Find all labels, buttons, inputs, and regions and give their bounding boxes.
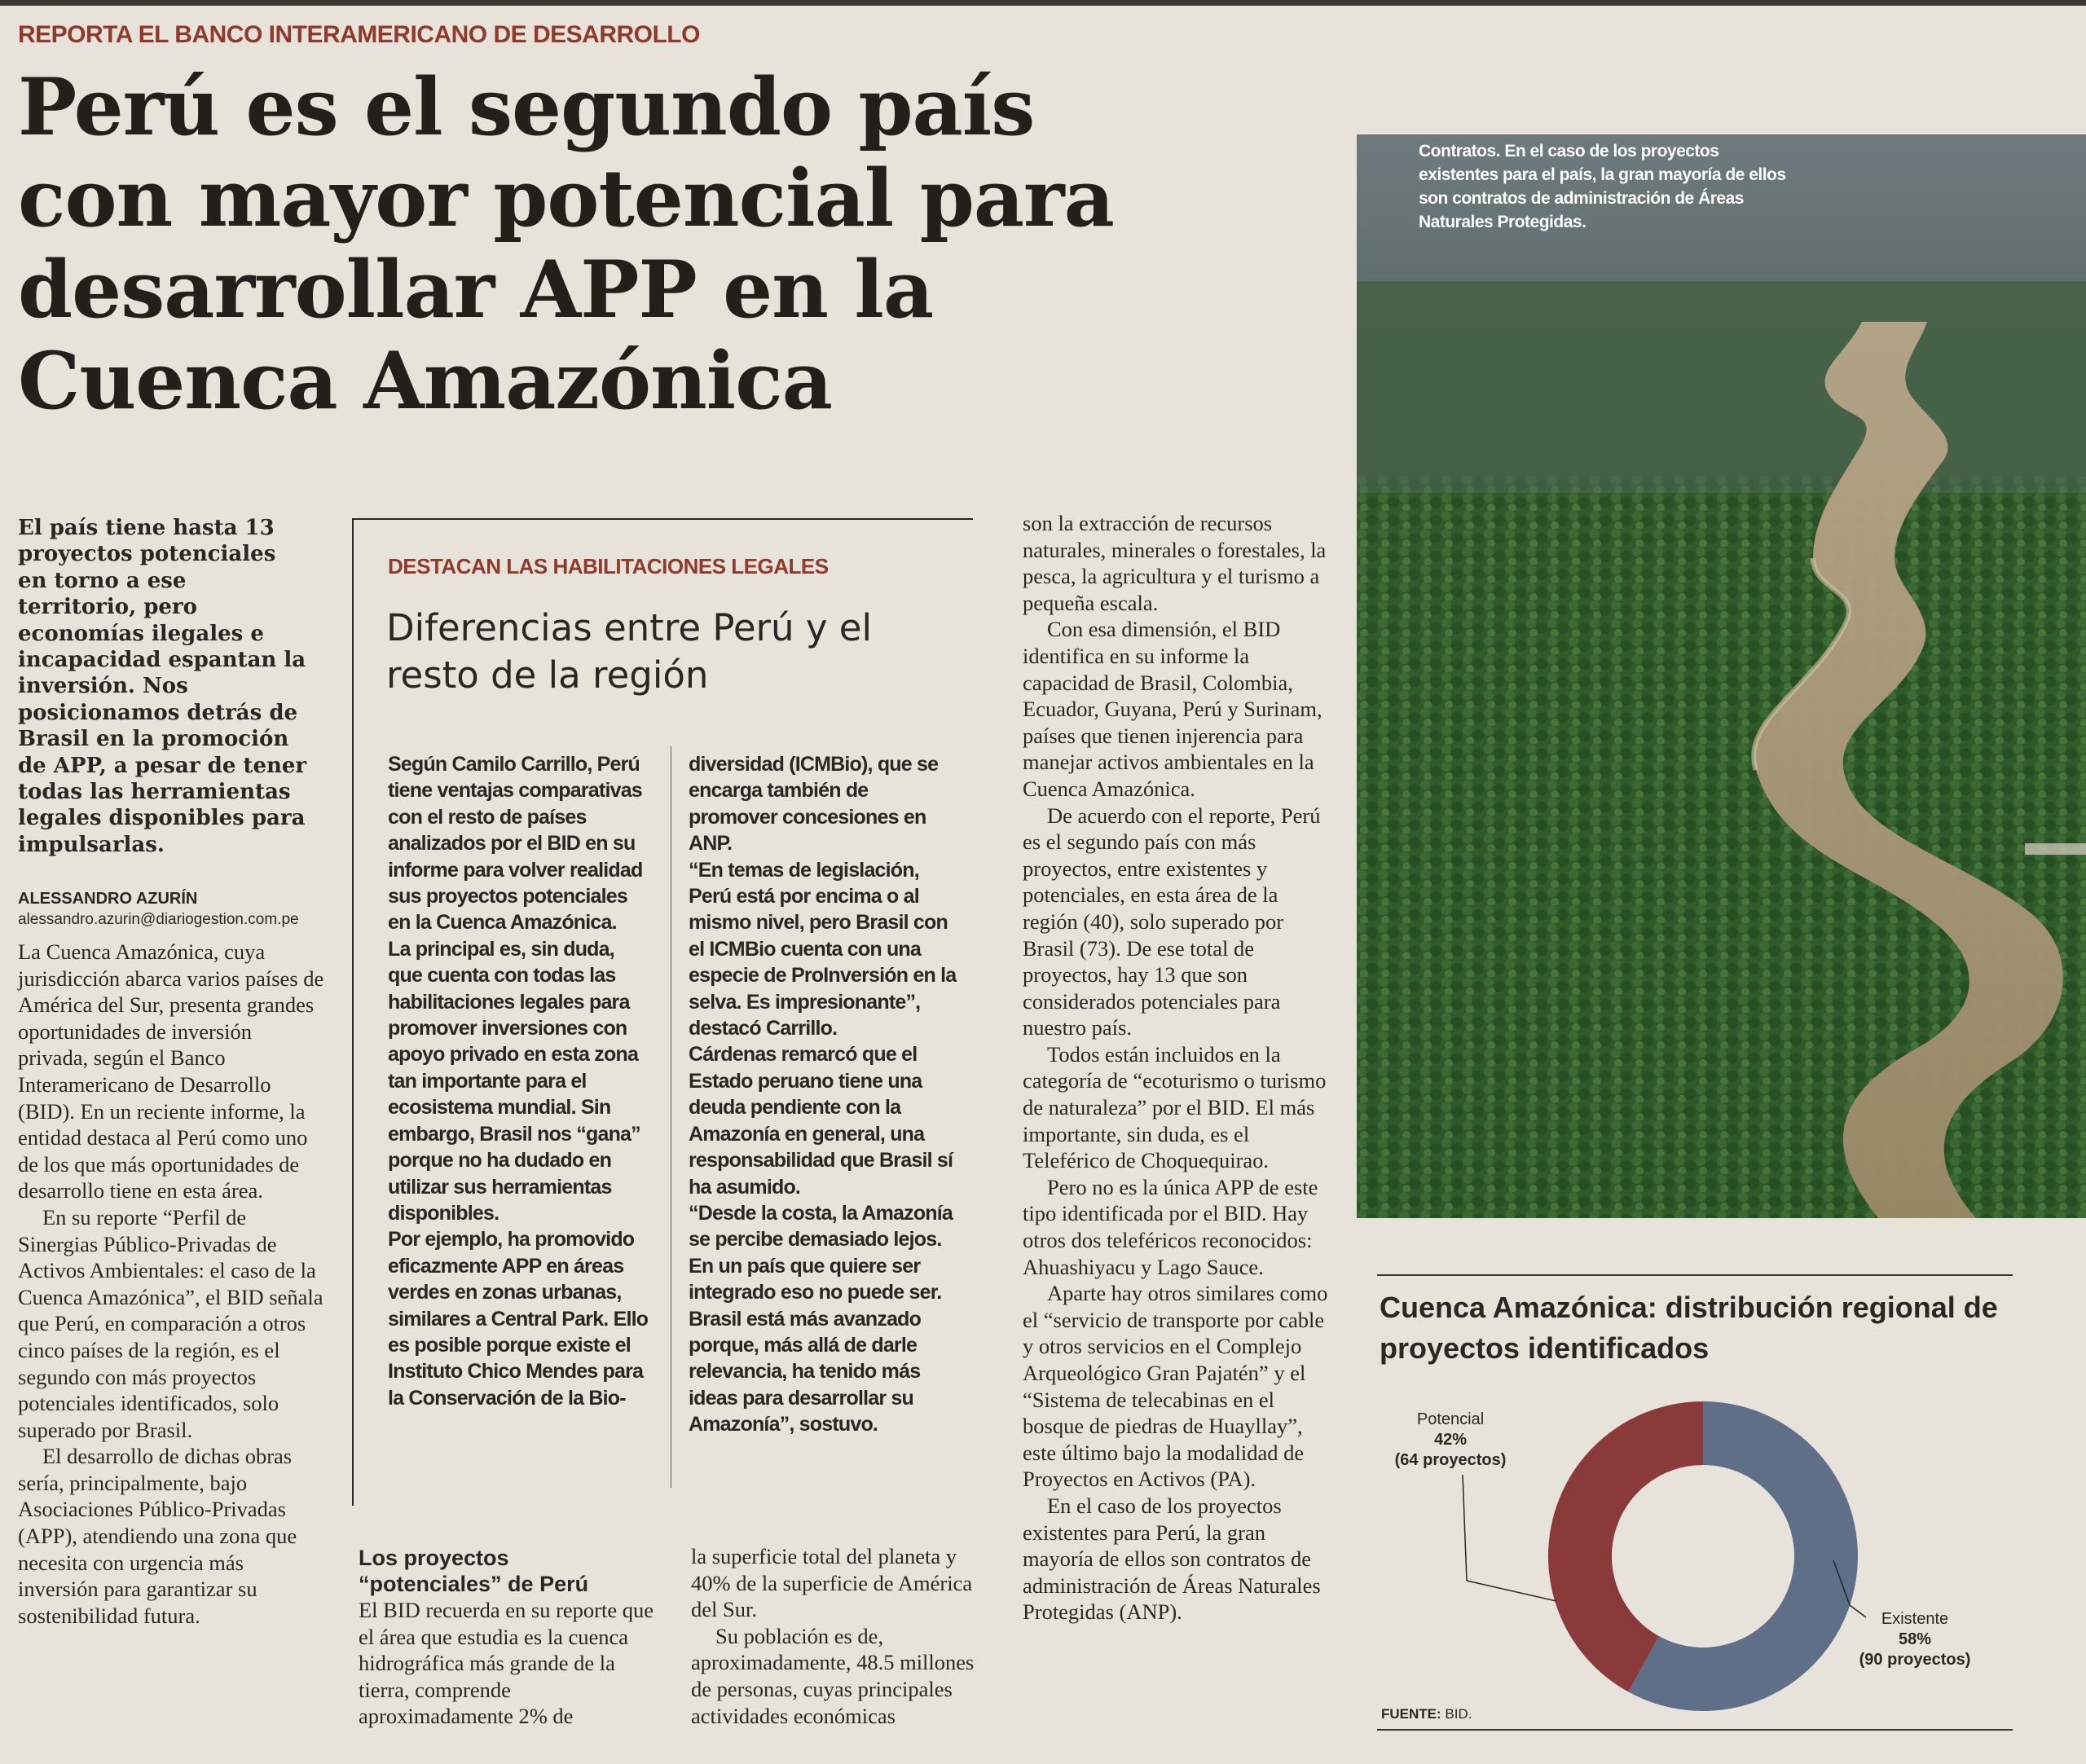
chart-source-label: FUENTE: xyxy=(1381,1706,1441,1722)
paragraph: Con esa dimensión, el BID identifica en su informe la capacidad de Brasil, Colombia, Ecuador, Guyana, Perú y Surinam, países que tienen injerencia para manejar activos ambientales en la Cuenca Amazónica. xyxy=(1023,617,1322,801)
paragraph: diversidad (ICMBio), que se encarga también de promover concesiones en ANP. xyxy=(689,753,939,856)
photo-caption xyxy=(1419,139,1793,234)
photo-caption-text: En el caso de los proyectos existentes para el país, la gran mayoría de ellos son contratos de administración de Áreas Naturales Protegidas. xyxy=(1419,142,1786,231)
label-existente-count: (90 proyectos) xyxy=(1859,1651,1971,1669)
label-existente-name: Existente xyxy=(1881,1610,1949,1628)
headline-line: desarrollar APP en la xyxy=(18,244,934,336)
label-potencial xyxy=(1393,1410,1507,1471)
headline-line: Perú es el segundo país xyxy=(18,61,1035,153)
paragraph: “Desde la costa, la Amazonía se percibe demasiado lejos. En un país que quiere ser integrado eso no puede ser. Brasil está más avanzado porque, más allá de darle relevancia, ha tenido más ideas para desarrollar su Amazonía”, sostuvo. xyxy=(689,1201,953,1436)
headline xyxy=(18,62,1289,427)
article-deck: El país tiene hasta 13 proyectos potenciales en torno a ese territorio, pero economías ilegales e incapacidad espantan la inversión. Nos posicionamos detrás de Brasil en la promoción de APP, a pesar de tener todas las herramientas legales disponibles para impulsarlas. xyxy=(18,516,307,857)
paragraph: En su reporte “Perfil de Sinergias Público-Privadas de Activos Ambientales: el caso de la Cuenca Amazónica”, el BID señala que Perú, en comparación a otros cinco países de la región, es el segundo con más proyectos potenciales identificados, solo superado por Brasil. xyxy=(18,1204,323,1442)
headline-line: Cuenca Amazónica xyxy=(18,335,832,427)
chart-top-rule xyxy=(1377,1274,2013,1276)
headline-line: con mayor potencial para xyxy=(18,152,1114,244)
sidebar-kicker: DESTACAN LAS HABILITACIONES LEGALES xyxy=(388,554,829,578)
label-potencial-count: (64 proyectos) xyxy=(1394,1451,1507,1469)
paragraph: son la extracción de recursos naturales, minerales o forestales, la pesca, la agricultura y el turismo a pequeña escala. xyxy=(1023,511,1327,615)
photo-caption-lead: Contratos. xyxy=(1419,142,1500,161)
subhead: Los proyectos “potenciales” de Perú xyxy=(359,1546,589,1596)
body-column-3 xyxy=(691,1543,996,1729)
top-rule xyxy=(0,0,2086,6)
leader-line-potencial xyxy=(1463,1475,1467,1581)
chart-bottom-rule xyxy=(1377,1729,2013,1731)
paragraph: Su población es de, aproximadamente, 48.5 millones de personas, cuyas principales actividades económicas xyxy=(691,1623,975,1728)
paragraph: la superficie total del planeta y 40% de la superficie de América del Sur. xyxy=(691,1544,973,1622)
paragraph: De acuerdo con el reporte, Perú es el segundo país con más proyectos, entre existentes y potenciales, en esta área de la región (40), solo superado por Brasil (73). De ese total de proyectos, hay 13 que son considerados potenciales para nuestro país. xyxy=(1023,803,1321,1040)
byline-email: alessandro.azurin@diariogestion.com.pe xyxy=(18,911,299,928)
chart-title: Cuenca Amazónica: distribución regional de proyectos identificados xyxy=(1380,1291,1998,1365)
paragraph: Cárdenas remarcó que el Estado peruano tiene una deuda pendiente con la Amazonía en general, una responsabilidad que Brasil sí ha asumido. xyxy=(689,1043,953,1199)
paragraph: Según Camilo Carrillo, Perú tiene ventajas comparativas con el resto de países analizados por el BID en su informe para volver realidad sus proyectos potenciales en la Cuenca Amazónica. xyxy=(388,753,643,935)
body-column-2 xyxy=(359,1597,662,1730)
paragraph: Aparte hay otros similares como el “servicio de transporte por cable y otros servicios en el Complejo Arqueológico Gran Pajatén” y el “Sistema de telecabinas en el bosque de piedras de Huayllay”, este último bajo la modalidad de Proyectos en Activos (PA). xyxy=(1023,1281,1328,1492)
chart-source xyxy=(1381,1706,1472,1722)
label-existente-percent: 58% xyxy=(1898,1630,1932,1648)
sidebar-column-1 xyxy=(388,751,649,1411)
paragraph: La principal es, sin duda, que cuenta con todas las habilitaciones legales para promover inversiones con apoyo privado en esta zona tan importante para el ecosistema mundial. Sin embargo, Brasil nos “gana” porque no ha dudado en utilizar sus herramientas disponibles. xyxy=(388,937,640,1225)
paragraph: En el caso de los proyectos existentes para Perú, la gran mayoría de ellos son contratos de administración de Áreas Naturales Protegidas (ANP). xyxy=(1023,1493,1321,1625)
amazon-river-photo xyxy=(1357,134,2086,1218)
article-kicker: REPORTA EL BANCO INTERAMERICANO DE DESARROLLO xyxy=(18,21,700,48)
label-potencial-percent: 42% xyxy=(1433,1431,1468,1449)
paragraph: El desarrollo de dichas obras sería, principalmente, bajo Asociaciones Público-Privadas (APP), atendiendo una zona que necesita con urgencia más inversión para garantizar su sostenibilidad futura. xyxy=(18,1444,297,1628)
byline-author: ALESSANDRO AZURÍN xyxy=(18,890,198,908)
leader-line-potencial-2 xyxy=(1467,1581,1556,1601)
sidebar-title: Diferencias entre Perú y el resto de la región xyxy=(386,606,872,697)
chart-source-value: BID. xyxy=(1445,1706,1472,1722)
paragraph: La Cuenca Amazónica, cuya jurisdicción abarca varios países de América del Sur, presenta grandes oportunidades de inversión privada, según el Banco Interamericano de Desarrollo (BID). En un reciente informe, la entidad destaca al Perú como uno de los que más oportunidades de desarrollo tiene en esta área. xyxy=(18,939,324,1203)
paragraph: “En temas de legislación, Perú está por encima o al mismo nivel, pero Brasil con el ICMBio cuenta con una especie de ProInversión en la selva. Es impresionante”, destacó Carrillo. xyxy=(689,858,957,1040)
sidebar-column-2 xyxy=(689,751,962,1438)
body-column-4 xyxy=(1023,510,1332,1625)
paragraph: El BID recuerda en su reporte que el área que estudia es la cuenca hidrográfica más grande de la tierra, comprende aproximadamente 2% de xyxy=(359,1598,654,1729)
body-column-1 xyxy=(18,939,326,1629)
label-potencial-name: Potencial xyxy=(1416,1410,1485,1428)
paragraph: Pero no es la única APP de este tipo identificada por el BID. Hay otros dos teleféricos reconocidos: Ahuashiyacu y Lago Sauce. xyxy=(1023,1174,1318,1279)
label-existente xyxy=(1842,1609,1988,1670)
paragraph: Por ejemplo, ha promovido eficazmente APP en áreas verdes en zonas urbanas, similares a Central Park. Ello es posible porque existe el Instituto Chico Mendes para la Conservación de la Bio- xyxy=(388,1228,649,1410)
paragraph: Todos están incluidos en la categoría de “ecoturismo o turismo de naturaleza” por el BID. El más importante, sin duda, es el Teleférico de Choquequirao. xyxy=(1023,1041,1327,1173)
donut-slices xyxy=(1548,1401,1858,1711)
